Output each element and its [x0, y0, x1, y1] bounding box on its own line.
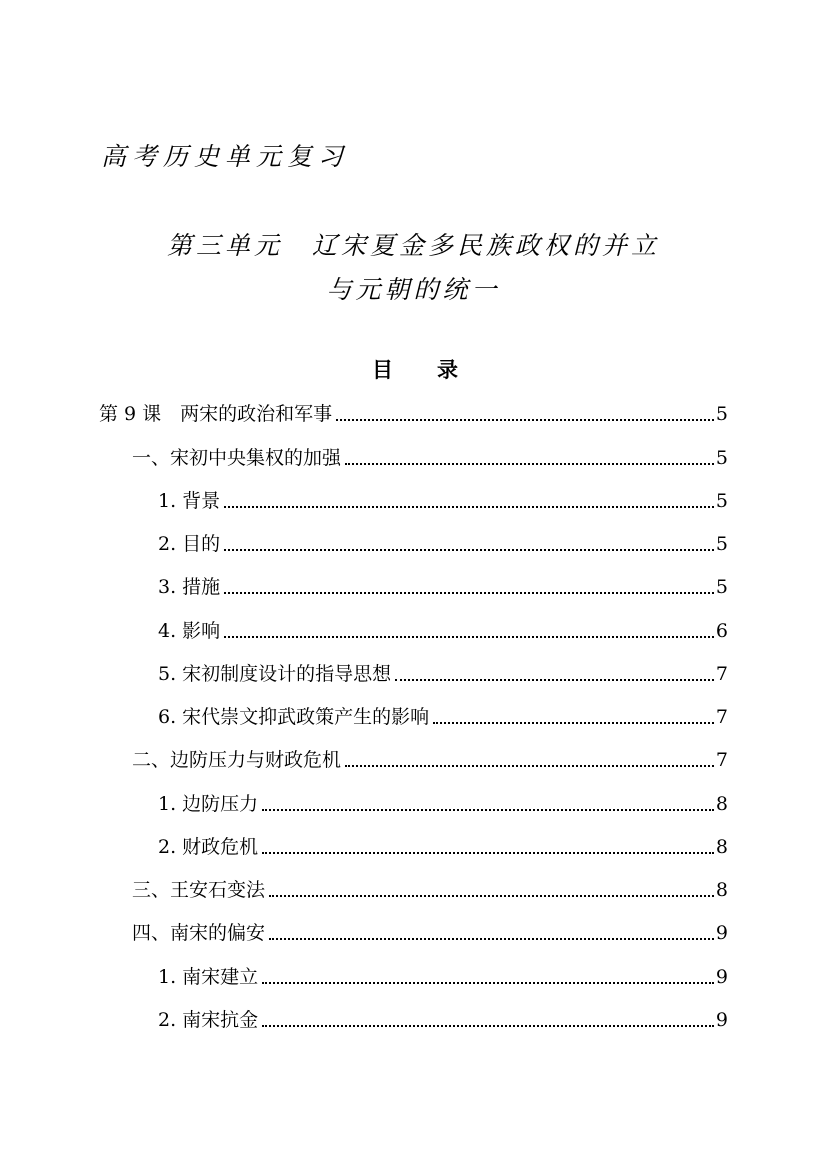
toc-entry-lesson-9[interactable]: [99, 400, 728, 426]
toc-leader: [336, 419, 714, 421]
toc-page-number: 5: [715, 533, 728, 555]
toc-leader: [345, 463, 714, 465]
toc-page-number: 8: [715, 793, 728, 815]
toc-entry-label: 1. 边防压力: [158, 793, 259, 815]
toc-entry-1-2[interactable]: [158, 530, 728, 556]
toc-entry-label: 四、南宋的偏安: [132, 922, 266, 944]
toc-entry-4-2[interactable]: [158, 1006, 728, 1032]
toc-entry-label: 4. 影响: [158, 620, 221, 642]
toc-entry-1-5[interactable]: [158, 660, 728, 686]
document-title: 高考历史单元复习: [101, 142, 350, 171]
toc-entry-label: 三、王安石变法: [132, 879, 266, 901]
toc-page-number: 7: [715, 663, 728, 685]
toc-leader: [262, 852, 714, 854]
toc-entry-label: 1. 南宋建立: [158, 966, 259, 988]
toc-leader: [345, 765, 714, 767]
toc-entry-1-3[interactable]: [158, 573, 728, 599]
toc-leader: [262, 1025, 714, 1027]
toc-page-number: 6: [715, 620, 728, 642]
toc-leader: [269, 895, 714, 897]
toc-leader: [224, 506, 714, 508]
toc-entry-section-3[interactable]: [132, 876, 728, 902]
toc-entry-label: 2. 南宋抗金: [158, 1009, 259, 1031]
toc-leader: [395, 679, 714, 681]
toc-entry-section-1[interactable]: [132, 444, 728, 470]
toc-page-number: 9: [715, 922, 728, 944]
toc-entry-label: 3. 措施: [158, 576, 221, 598]
toc-leader: [262, 982, 714, 984]
toc-heading: [372, 354, 458, 384]
toc-leader: [224, 592, 714, 594]
toc-entry-label: 6. 宋代崇文抑武政策产生的影响: [158, 706, 430, 728]
toc-page-number: 7: [715, 706, 728, 728]
toc-entry-1-4[interactable]: [158, 617, 728, 643]
toc-page-number: 5: [715, 403, 728, 425]
toc-leader: [224, 636, 714, 638]
toc-entry-4-1[interactable]: [158, 963, 728, 989]
toc-entry-label: 2. 财政危机: [158, 836, 259, 858]
toc-entry-section-2[interactable]: [132, 746, 728, 772]
toc-leader: [224, 549, 714, 551]
toc-heading-char-2: 录: [437, 357, 458, 382]
unit-title-line-2: 与元朝的统一: [326, 275, 501, 304]
toc-leader: [262, 809, 714, 811]
toc-entry-label: 5. 宋初制度设计的指导思想: [158, 663, 392, 685]
toc-page-number: 9: [715, 966, 728, 988]
toc-entry-label: 一、宋初中央集权的加强: [132, 447, 342, 469]
toc-leader: [433, 722, 714, 724]
toc-entry-section-4[interactable]: [132, 919, 728, 945]
toc-leader: [269, 938, 714, 940]
toc-page-number: 8: [715, 836, 728, 858]
toc-entry-label: 2. 目的: [158, 533, 221, 555]
toc-heading-char-1: 目: [372, 357, 393, 382]
toc-entry-2-2[interactable]: [158, 833, 728, 859]
toc-entry-1-1[interactable]: [158, 487, 728, 513]
toc-page-number: 8: [715, 879, 728, 901]
toc-page-number: 5: [715, 576, 728, 598]
toc-entry-label: 1. 背景: [158, 490, 221, 512]
toc-entry-label: 第 9 课 两宋的政治和军事: [99, 403, 333, 425]
toc-page-number: 5: [715, 490, 728, 512]
toc-entry-2-1[interactable]: [158, 790, 728, 816]
unit-title-line-1: 第三单元 辽宋夏金多民族政权的并立: [166, 231, 660, 260]
toc-page-number: 7: [715, 749, 728, 771]
toc-page-number: 9: [715, 1009, 728, 1031]
toc-page-number: 5: [715, 447, 728, 469]
toc-entry-1-6[interactable]: [158, 703, 728, 729]
toc-entry-label: 二、边防压力与财政危机: [132, 749, 342, 771]
